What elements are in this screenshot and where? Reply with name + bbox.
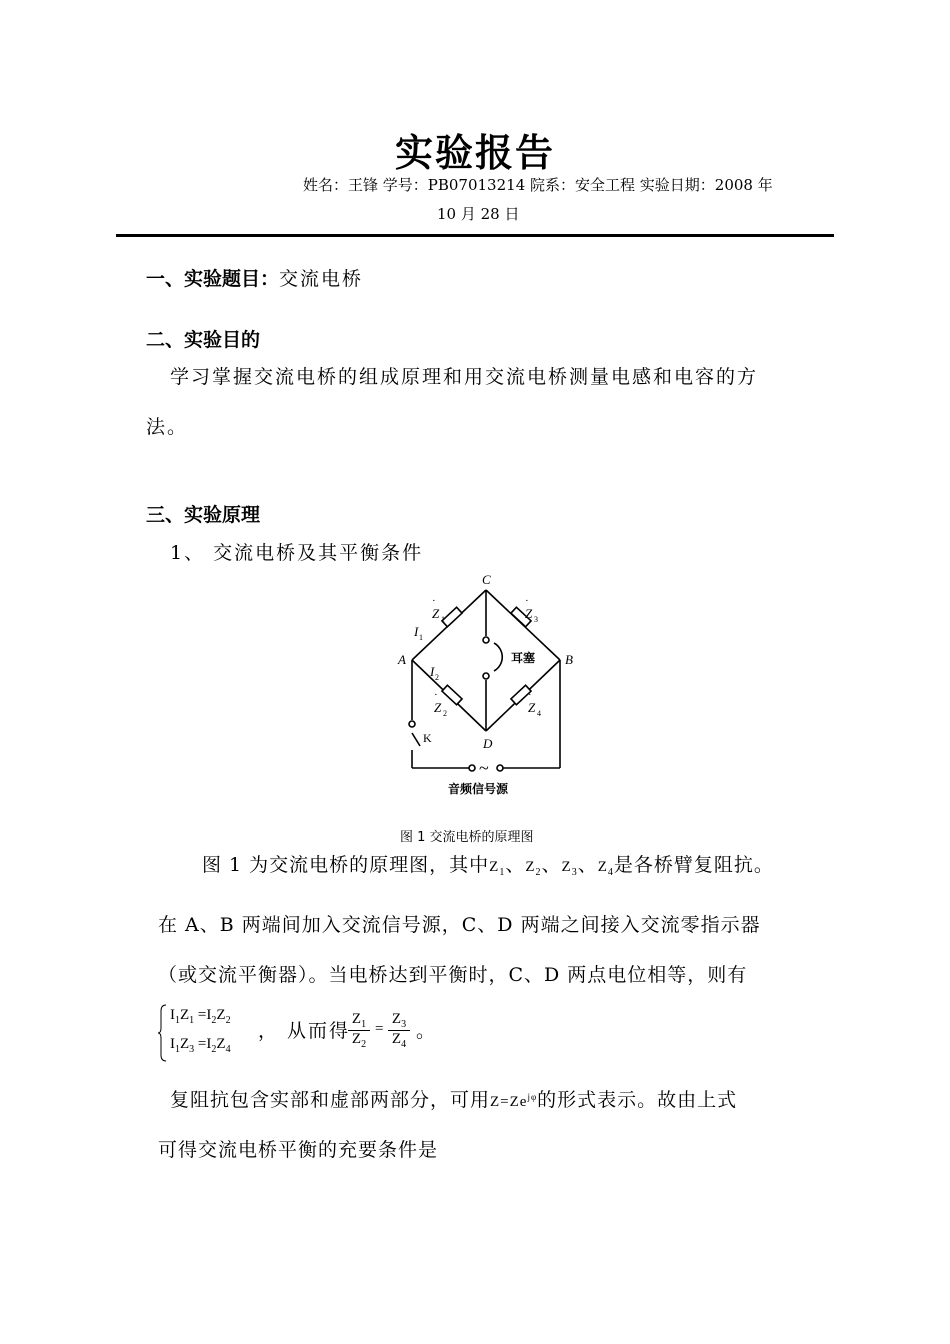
switch-blade [412, 733, 420, 746]
z4-dot: · [528, 689, 532, 701]
thus-text: ， 从而得 [258, 1020, 351, 1042]
purpose-line-1: 学习掌握交流电桥的组成原理和用交流电桥测量电感和电容的方 [170, 366, 759, 388]
separator: 、 [505, 854, 526, 876]
section-1-label: 一、实验题目： [146, 268, 280, 290]
terminal-c [483, 637, 489, 643]
figure-caption: 图 1 交流电桥的原理图 [400, 830, 534, 845]
z3-inline: $Z_3$ [561, 859, 578, 878]
switch-terminal [409, 721, 415, 727]
switch-label: K [423, 731, 432, 745]
equation-1: $I_1Z_1 =I_2Z_2$ [170, 1007, 231, 1026]
separator: 、 [541, 854, 562, 876]
subsection-1: 1、 交流电桥及其平衡条件 [170, 542, 424, 564]
para-line-2: 在 A、B 两端间加入交流信号源，C、D 两端之间接入交流零指示器 [158, 914, 761, 936]
i2-subscript: 2 [435, 673, 439, 682]
node-b-label: B [565, 652, 573, 667]
z3-subscript: 3 [534, 615, 538, 624]
z2-inline: $Z_2$ [525, 859, 542, 878]
para-line-1-start: 图 1 为交流电桥的原理图，其中 [202, 854, 490, 876]
para-line-5-end: 的形式表示。故由上式 [537, 1089, 738, 1111]
node-c-label: C [482, 572, 491, 587]
current-i2-label: I [430, 664, 435, 679]
period: 。 [416, 1020, 438, 1042]
section-1 [146, 264, 363, 291]
i1-subscript: 1 [419, 633, 423, 642]
purpose-line-2: 法。 [146, 416, 189, 438]
meta-line-1: 姓名：王锋 学号：PB07013214 院系：安全工程 实验日期：2008 年 [303, 176, 773, 194]
section-3-heading: 三、实验原理 [146, 504, 261, 526]
z1-subscript: 1 [441, 615, 445, 624]
complex-form-formula: $Z=Ze^{j\varphi}$ [490, 1092, 538, 1110]
node-d-label: D [483, 736, 493, 751]
z1-dot: · [432, 595, 436, 607]
z4-label: Z [528, 700, 536, 715]
z1-label: Z [432, 606, 440, 621]
para-line-5-start: 复阻抗包含实部和虚部两部分，可用 [170, 1089, 491, 1111]
bridge-diagram [390, 568, 590, 803]
separator: 、 [577, 854, 598, 876]
z2-label: Z [434, 700, 442, 715]
impedance-z2 [442, 685, 462, 704]
meta-line-2: 10 月 28 日 [437, 205, 520, 223]
current-i1-label: I [414, 624, 419, 639]
z4-subscript: 4 [537, 709, 541, 718]
page-title: 实验报告 [394, 130, 555, 175]
para-line-5 [170, 1085, 737, 1112]
node-a-label: A [398, 652, 406, 667]
earphone-label: 耳塞 [511, 651, 536, 665]
experiment-title: 交流电桥 [279, 268, 364, 290]
z1-inline: $Z_1$ [489, 859, 506, 878]
earphone-icon [494, 643, 502, 671]
section-2-heading: 二、实验目的 [146, 329, 261, 351]
para-line-6: 可得交流电桥平衡的充要条件是 [158, 1139, 439, 1161]
para-line-1 [202, 850, 774, 877]
para-line-1-end: 是各桥臂复阻抗。 [613, 854, 774, 876]
para-line-3: （或交流平衡器）。当电桥达到平衡时，C、D 两点电位相等，则有 [158, 964, 748, 986]
fraction-equals: = [375, 1021, 384, 1037]
source-label: 音频信号源 [448, 782, 509, 796]
brace-icon [158, 1003, 168, 1063]
source-terminal-right [497, 765, 503, 771]
balance-equations [158, 1003, 438, 1063]
equation-2: $I_1Z_3 =I_2Z_4$ [170, 1036, 231, 1055]
divider [116, 234, 834, 237]
source-tilde: ~ [479, 758, 489, 778]
fraction-right: $Z_3$ $Z_4$ [388, 1011, 410, 1048]
z2-subscript: 2 [443, 709, 447, 718]
z3-dot: · [525, 595, 529, 607]
z3-label: Z [525, 606, 533, 621]
z4-inline: $Z_4$ [597, 859, 614, 878]
source-terminal-left [469, 765, 475, 771]
fraction-left: $Z_1$ $Z_2$ [348, 1011, 370, 1048]
z2-dot: · [434, 689, 438, 701]
terminal-d [483, 673, 489, 679]
